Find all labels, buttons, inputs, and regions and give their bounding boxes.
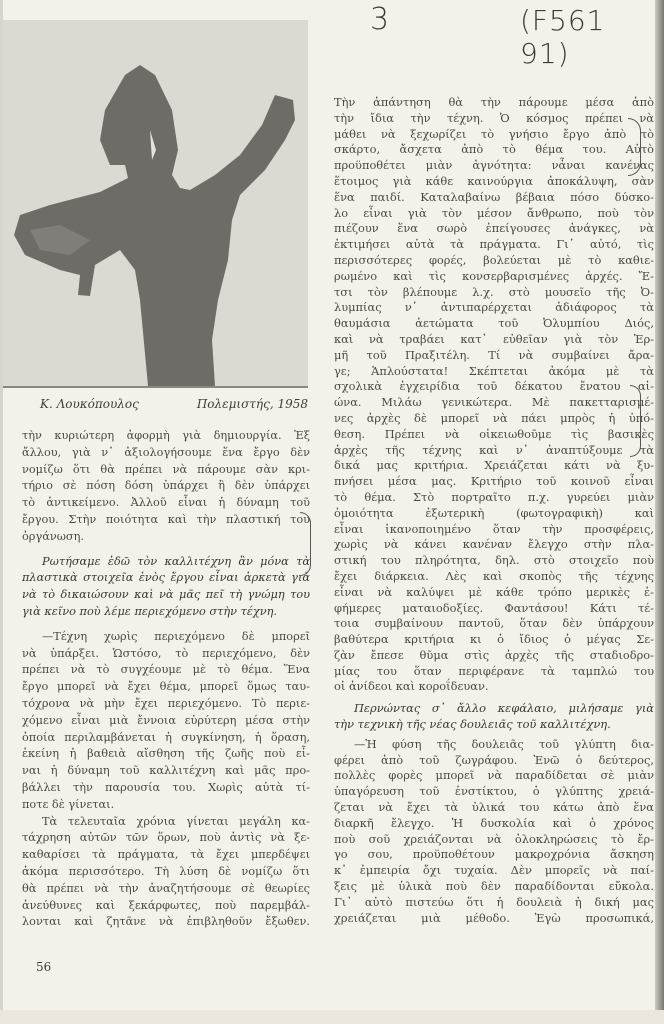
text-line: ζὰν ἔπεσε θῦμα στὶς ἀρχὲς τῆς σταδιοδρο- [334, 647, 654, 662]
text-line: ὁμοιότητα ἐξωτερικὴ (φωτογραφικὴ) καὶ [334, 505, 654, 520]
right-text-column [334, 95, 654, 926]
text-line: εἶναι νὰ καλύψει μὲ κάθε τρόπο μερικὲς ἐ- [334, 584, 654, 599]
text-line: γε; Ἁπλούστατα! Σκέπτεται ἀκόμα μὲ τὰ [334, 363, 654, 378]
text-line: περισσότερες φορές, βολεύεται μὲ τὸ καθιε- [334, 252, 654, 267]
pencil-margin-bracket [628, 118, 641, 176]
text-line: οἱ ἀνίδεοι καὶ κοροΐδευαν. [334, 679, 489, 694]
text-line: χόμενο εἶναι μιὰ ἔννοια εὐρύτερη μέσα στὴν [22, 713, 310, 727]
text-line: τὴν τεχνικὴ τῆς νέας δουλειᾶς τοῦ καλλιτέχνη. [334, 717, 611, 732]
text-line: νομίζω ὅτι θὰ πρέπει νὰ πάρουμε σὰν κρι- [22, 462, 310, 476]
text-line: λονται καὶ ζητᾶνε νὰ ἐπιβληθοῦν ἔξωθεν. [22, 915, 310, 929]
text-line: ἐκτιμήσει αὐτὰ τὰ πράγματα. Γι᾽ αὐτό, τὶς [334, 237, 654, 252]
text-line: πνήσει μέσα μας. Κριτήριο τοῦ κοινοῦ εἶναι [334, 474, 654, 489]
text-line: ἔργου. Στὴν ποιότητα καὶ τὴν πλαστική του [22, 512, 310, 526]
text-line: Ρωτήσαμε ἐδῶ τὸν καλλιτέχνη ἂν μόνα τὰ [42, 554, 310, 568]
text-line: σχολικὰ ἐγχειρίδια τοῦ δέκατου ἔνατου αἰ- [334, 379, 654, 394]
sculpture-photo [3, 20, 308, 388]
text-line: τὴν κυριώτερη ἀφορμὴ γιὰ δημιουργία. Ἐξ [22, 429, 310, 442]
text-line: θὰ πρέπει νὰ τὴν ἀναζητήσουμε σὲ θεωρίες [22, 881, 310, 895]
text-line: ώνα. Μιλάω γενικώτερα. Μὲ πακετταρισμέ- [334, 395, 654, 410]
page-number: 56 [36, 960, 52, 974]
photo-caption-title: Πολεμιστής, 1958 [196, 397, 308, 411]
text-line: ὑπαγόρευση τοῦ ἐνστίκτου, ὁ γλύπτης χρειά- [334, 784, 654, 799]
pencil-margin-bracket [300, 512, 311, 576]
text-line: πολλὲς φορὲς μπορεῖ νὰ παραδίδεται σὲ μιὰν [334, 768, 654, 783]
text-line: δικά μας κριτήρια. Χρειάζεται κάτι νὰ ξυ- [334, 458, 654, 473]
pencil-margin-bracket [630, 385, 641, 457]
paper-edge-right [655, 0, 664, 1024]
text-line: ρωμένο καὶ τὶς κονσερβαρισμένες ἀρχές. Ἔ- [334, 268, 654, 283]
photo-caption-artist: Κ. Λουκόπουλος [40, 397, 139, 411]
text-line: χρειάζεται μιὰ μέθοδο. Ἐγὼ προσωπικά, [334, 910, 654, 925]
interview-question [22, 554, 310, 621]
text-line: λυμπίας ν᾽ ἀντιπαρέρχεται ἀδιάφορος τὰ [334, 300, 654, 315]
paper-bottom-edge [0, 1010, 664, 1024]
text-line: Γι᾽ αὐτὸ πιστεύω ὅτι ἡ δουλειὰ ἡ δική μας [334, 894, 654, 909]
text-line: χωρὶς νὰ κάνει κανέναν ἔλεγχο στὴν πλα- [334, 537, 654, 552]
text-line: —Ἡ φύση τῆς δουλειᾶς τοῦ γλύπτη δια- [354, 736, 654, 751]
text-paragraph [22, 428, 310, 546]
text-line: νὰ ὑπάρξει. Ὡστόσο, τὸ περιεχόμενο, δὲν [22, 646, 310, 660]
text-line: ἐκείνη ἡ βαθειὰ αἴσθηση τῆς ζωῆς ποὺ εἶ- [22, 747, 310, 761]
text-line: τὸ ἀντικείμενο. Ἀλλοῦ εἶναι ἡ δύναμη τοῦ [22, 496, 310, 510]
text-line: ξεις μὲ ὑλικὰ ποὺ δὲν παραδίδονται εὔκολα. [334, 879, 654, 894]
interview-question [334, 701, 654, 733]
text-line: νες ἀρχὲς δὲ μπορεῖ νὰ πάει μπρὸς ἡ ὑπό- [334, 410, 654, 425]
text-line: γιὰ κεῖνο ποὺ λέμε περιεχόμενο στὴν τέχνη. [22, 604, 277, 618]
text-line: καὶ νὰ τραβάει κατ᾽ εὐθεῖαν γιὰ τὸν Ἑρ- [334, 331, 654, 346]
text-line: ἔργο μπορεῖ νὰ ἔχει θέμα, μπορεῖ ὅμως ταυ- [22, 680, 310, 694]
handwritten-page-mark: 3 [370, 2, 390, 37]
text-line: θεση. Πρέπει νὰ οἰκειωθοῦμε τὶς βασικὲς [334, 426, 654, 441]
text-line: μίας του ὅταν περιφέρανε τὰ ταμπλώ του [334, 663, 654, 678]
text-line: τόχρονα νὰ μὴν ἔχει περιεχόμενο. Τὸ περιε- [22, 696, 310, 710]
text-line: ὁποία περιλαμβάνεται ἡ συγκίνηση, ἡ ὅραση, [22, 730, 310, 744]
text-line: κ᾽ ἐμπειρία ὄχι τυχαία. Δὲν μπορεῖς νὰ παί- [334, 863, 654, 878]
text-line: ἄλλου, γιὰ ν᾽ ἀξιολογήσουμε ἕνα ἔργο δὲν [22, 445, 310, 459]
text-line: ἀκόμα περισσότερο. Τὴ λύση δὲ νομίζω ὅτι [22, 864, 310, 878]
text-line: βαθύτερα κριτήρια κι ὁ ἴδιος ὁ μέγας Σε- [334, 632, 654, 647]
text-line: ποὺ σοῦ χρειάζονται νὰ ὁλοκληρώσεις τὸ ἔρ- [334, 831, 654, 846]
text-line: εἶναι ἱκανοποιημένο ὅταν τὴν προσφέρεις, [334, 521, 654, 536]
text-line: βάλλει τὴν παρουσία του. Χωρὶς αὐτὰ τί- [22, 780, 310, 794]
text-line: φέρει ἀπὸ τοῦ ζωγράφου. Ἐνῶ ὁ δεύτερος, [334, 752, 654, 767]
text-paragraph [22, 629, 310, 814]
text-paragraph [334, 737, 654, 927]
text-line: στική του πληρότητα, δηλ. στὸ στοιχεῖο ποὺ [334, 553, 654, 568]
text-line: νὰ τὸ δικαιώσουν καὶ νὰ μᾶς πεῖ τὴ γνώμη του [22, 588, 310, 602]
text-line: σκάρτο, ἄσχετα ἀπὸ τὸ θέμα του. Αὐτὸ [334, 142, 654, 157]
text-line: τὴν ἴδια τὴν τέχνη. Ὁ κόσμος πρέπει νὰ [334, 110, 654, 125]
text-paragraph [334, 95, 654, 695]
text-line: τσι τὸν βλέπουμε λ.χ. στὸ μουσεῖο τῆς Ὀ- [334, 284, 654, 299]
text-line: πιέζουν ἕνα σωρὸ ἐπείγουσες ἀνάγκες, νὰ [334, 221, 654, 236]
text-line: ὀργάνωση. [22, 529, 84, 543]
text-line: γο σου, προϋποθέτουν μακροχρόνια ἄσκηση [334, 847, 654, 862]
text-line: ἕτοιμος γιὰ κάθε καινούργια ἀποκάλυψη, σὰν [334, 173, 654, 188]
handwritten-archive-code: (F561 91) [520, 4, 606, 70]
text-line: ζεται νὰ ἔχει τὰ ὑλικά του κάτω ἀπὸ ἕνα [334, 800, 654, 815]
left-text-column [22, 428, 310, 931]
text-line: μάθει νὰ ξεχωρίζει τὸ γνήσιο ἔργο ἀπὸ τὸ [334, 126, 654, 141]
text-line: φήμερες ματαιοδοξίες. Φαντάσου! Κάτι τέ- [334, 600, 654, 615]
text-line: Περνώντας σ᾽ ἄλλο κεφάλαιο, μιλήσαμε γιὰ [354, 701, 654, 716]
text-line: Τὴν ἀπάντηση θὰ τὴν πάρουμε μέσα ἀπὸ [334, 95, 654, 109]
text-line: τήριο σὲ πόση δόση ὑπάρχει ἢ δὲν ὑπάρχει [22, 479, 310, 493]
text-line: ἕνα παιδί. Καταλαβαίνω βέβαια πόσο δύσκο- [334, 189, 654, 204]
text-line: —Τέχνη χωρὶς περιεχόμενο δὲ μπορεῖ [42, 629, 310, 643]
text-line: πρέπει νὰ τὸ συγχέουμε μὲ τὸ θέμα. Ἕνα [22, 663, 310, 677]
warrior-sculpture-image [3, 20, 308, 386]
text-paragraph [22, 814, 310, 932]
text-line: ἀνεύθυνες καὶ ξεκάρφωτες, ποὺ παρεμβάλ- [22, 898, 310, 912]
text-line: πλαστικὰ στοιχεῖα ἑνὸς ἔργου εἶναι ἀρκετὰ γιὰ [22, 571, 310, 585]
text-line: ἀρχὲς τῆς τέχνης καὶ ν᾽ ἀναπτύξουμε τὰ [334, 442, 654, 457]
text-line: θαυμάσια ἀετώματα τοῦ Ὀλυμπίου Διός, [334, 316, 654, 331]
text-line: τοια συμβαίνουν παντοῦ, ὅταν δὲν ὑπάρχουν [334, 616, 654, 631]
text-line: ποτε δὲ γίνεται. [22, 797, 115, 811]
text-line: λο εἶναι γιὰ τὸν μέσον ἄνθρωπο, ποὺ τὸν [334, 205, 654, 220]
text-line: τὸ θέμα. Στὸ πορτραῖτο π.χ. γυρεύει μιὰν [334, 489, 654, 504]
text-line: ἔχει διάρκεια. Λὲς καὶ σκοπὸς τῆς τέχνης [334, 568, 654, 583]
text-line: προϋποθέτει μιὰν ἀγνότητα: νἆναι κανένας [334, 158, 654, 173]
text-line: ναι ἡ δύναμη τοῦ καλλιτέχνη καὶ μᾶς προ- [22, 764, 310, 778]
text-line: τάχρηση αὐτῶν τῶν ὅρων, ποὺ ἀντὶς νὰ ξε- [22, 831, 310, 845]
text-line: μῆ τοῦ Πραξιτέλη. Τί νὰ συμβαίνει ἄρα- [334, 347, 654, 362]
text-line: καθαρίσει τὰ πράγματα, τὰ ἔχει μπερδέψει [22, 848, 310, 862]
text-line: Τὰ τελευταῖα χρόνια γίνεται μεγάλη κα- [42, 814, 310, 828]
text-line: διαρκῆ ἔλεγχο. Ἡ δυσκολία καὶ ὁ χρόνος [334, 815, 654, 830]
